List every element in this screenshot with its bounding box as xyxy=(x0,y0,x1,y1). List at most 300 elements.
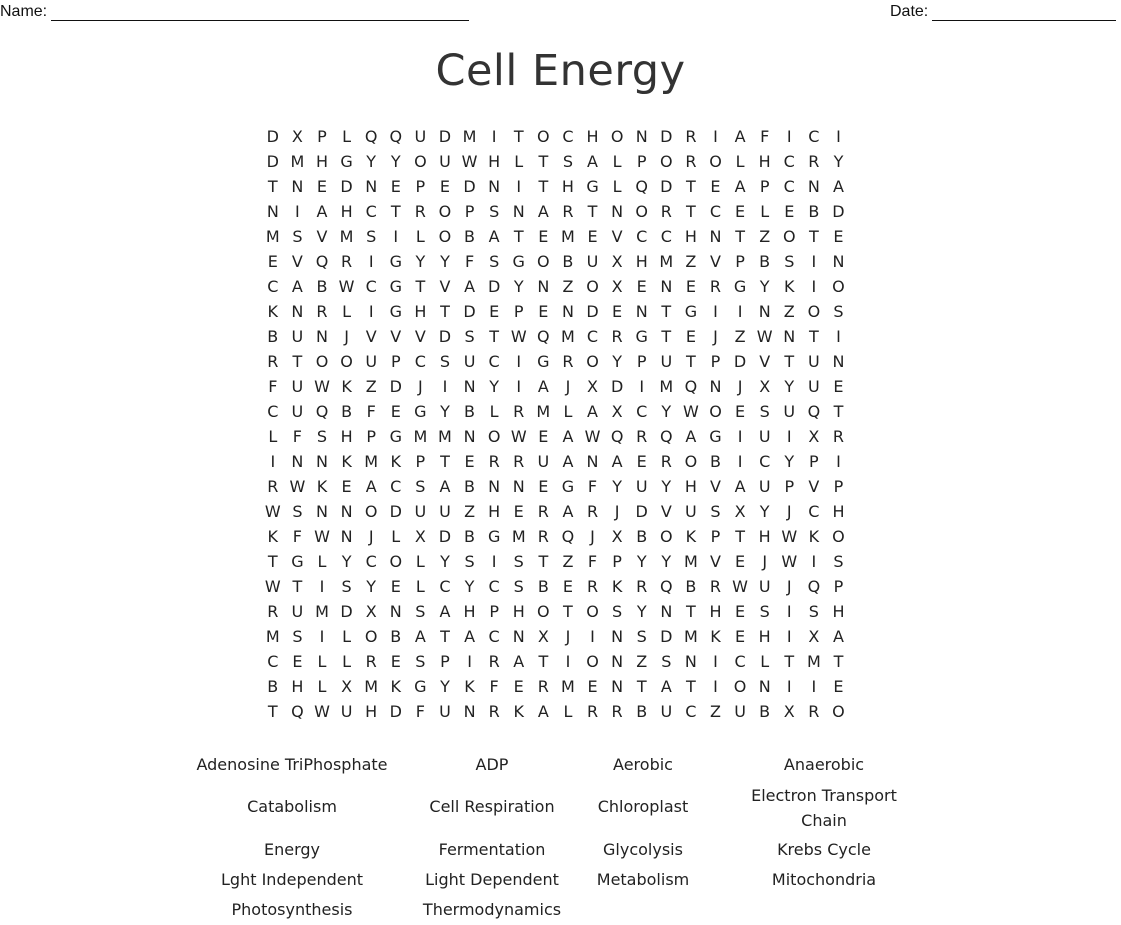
grid-letter: Y xyxy=(489,377,501,396)
grid-letter: U xyxy=(783,402,797,421)
grid-letter: S xyxy=(464,552,476,571)
grid-letter: K xyxy=(390,677,403,696)
grid-row xyxy=(261,549,861,574)
word-bank-item: Krebs Cycle xyxy=(777,840,871,859)
grid-letter: I xyxy=(811,252,818,271)
grid-letter: Q xyxy=(389,127,404,146)
grid-letter: R xyxy=(341,252,354,271)
grid-letter: B xyxy=(562,252,575,271)
word-bank-row xyxy=(0,897,1121,922)
grid-letter: U xyxy=(808,377,821,396)
grid-letter: X xyxy=(291,127,304,146)
grid-letter: D xyxy=(340,602,354,621)
grid-letter: Y xyxy=(440,552,451,571)
grid-letter: X xyxy=(611,527,624,546)
grid-letter: E xyxy=(464,452,476,471)
grid-letter: N xyxy=(291,452,305,471)
grid-letter: J xyxy=(344,327,350,346)
grid-letter: R xyxy=(685,127,698,146)
grid-letter: B xyxy=(464,477,477,496)
grid-letter: M xyxy=(806,652,822,671)
grid-letter: R xyxy=(636,577,649,596)
grid-letter: U xyxy=(291,327,305,346)
grid-letter: S xyxy=(513,552,525,571)
grid-letter: B xyxy=(267,327,280,346)
grid-letter: E xyxy=(390,652,402,671)
grid-letter: Q xyxy=(537,327,551,346)
grid-row xyxy=(261,224,861,249)
grid-letter: F xyxy=(464,252,476,271)
grid-letter: Y xyxy=(784,452,796,471)
grid-letter: M xyxy=(339,227,355,246)
grid-letter: E xyxy=(735,627,747,646)
grid-letter: T xyxy=(440,452,451,471)
grid-letter: R xyxy=(685,152,698,171)
grid-letter: L xyxy=(563,402,574,421)
grid-letter: B xyxy=(267,677,280,696)
grid-letter: E xyxy=(587,677,599,696)
grid-letter: V xyxy=(759,352,772,371)
grid-letter: I xyxy=(811,677,818,696)
grid-letter: Q xyxy=(315,252,330,271)
grid-letter: K xyxy=(464,677,476,696)
grid-letter: A xyxy=(660,677,673,696)
grid-letter: O xyxy=(782,227,797,246)
grid-letter: M xyxy=(364,452,380,471)
grid-letter: R xyxy=(488,702,501,721)
grid-letter: X xyxy=(341,677,354,696)
grid-letter: A xyxy=(464,277,477,296)
grid-letter: Y xyxy=(440,252,451,271)
grid-letter: J xyxy=(786,577,793,596)
grid-letter: O xyxy=(684,452,699,471)
grid-letter: I xyxy=(786,677,793,696)
grid-letter: N xyxy=(316,502,329,521)
grid-letter: H xyxy=(315,152,329,171)
grid-letter: B xyxy=(636,702,649,721)
name-label: Name: xyxy=(0,3,48,20)
grid-letter: E xyxy=(292,652,304,671)
grid-letter: N xyxy=(389,602,403,621)
word-bank-item: Lght Independent xyxy=(221,870,363,889)
grid-letter: N xyxy=(488,477,502,496)
grid-letter: H xyxy=(684,477,698,496)
grid-letter: W xyxy=(314,527,331,546)
grid-letter: I xyxy=(836,327,842,346)
grid-letter: C xyxy=(636,227,649,246)
word-bank-item: Light Dependent xyxy=(425,870,559,889)
grid-letter: P xyxy=(833,477,845,496)
grid-letter: G xyxy=(340,152,354,171)
grid-letter: R xyxy=(316,302,329,321)
grid-letter: H xyxy=(340,427,354,446)
grid-letter: L xyxy=(317,552,328,571)
grid-letter: T xyxy=(686,677,697,696)
grid-letter: R xyxy=(537,527,550,546)
grid-letter: A xyxy=(685,427,698,446)
grid-letter: S xyxy=(489,252,501,271)
grid-letter: Z xyxy=(365,377,378,396)
grid-letter: P xyxy=(735,252,746,271)
grid-letter: Q xyxy=(635,177,649,196)
grid-letter: R xyxy=(709,277,723,296)
grid-letter: T xyxy=(415,277,427,296)
grid-letter: T xyxy=(833,652,845,671)
grid-letter: R xyxy=(586,577,600,596)
grid-row xyxy=(261,574,861,599)
grid-letter: M xyxy=(561,227,576,246)
grid-letter: R xyxy=(537,502,550,521)
grid-letter: Q xyxy=(561,527,576,546)
grid-letter: O xyxy=(709,152,723,171)
grid-letter: F xyxy=(587,477,599,496)
grid-letter: O xyxy=(364,627,379,646)
grid-letter: L xyxy=(489,402,500,421)
grid-letter: N xyxy=(537,277,551,296)
grid-letter: T xyxy=(390,202,402,221)
grid-letter: M xyxy=(413,427,429,446)
word-bank-item: Anaerobic xyxy=(783,755,865,774)
grid-letter: T xyxy=(440,302,451,321)
word-bank-item: Aerobic xyxy=(613,755,673,774)
grid-letter: D xyxy=(660,127,674,146)
grid-letter: G xyxy=(487,527,502,546)
grid-letter: E xyxy=(685,327,697,346)
grid-letter: D xyxy=(389,502,403,521)
grid-letter: D xyxy=(660,627,674,646)
grid-letter: H xyxy=(832,602,846,621)
grid-letter: E xyxy=(587,227,599,246)
grid-letter: T xyxy=(440,627,451,646)
grid-letter: R xyxy=(513,402,526,421)
grid-letter: Y xyxy=(759,502,771,521)
grid-letter: H xyxy=(586,127,600,146)
grid-letter: L xyxy=(342,302,353,321)
grid-letter: C xyxy=(390,477,403,496)
grid-letter: R xyxy=(660,202,673,221)
grid-letter: Z xyxy=(562,277,575,296)
grid-letter: P xyxy=(636,352,648,371)
grid-letter: K xyxy=(341,452,353,471)
grid-letter: W xyxy=(289,477,307,496)
grid-letter: G xyxy=(709,427,723,446)
grid-letter: D xyxy=(438,327,453,346)
grid-letter: K xyxy=(267,527,280,546)
grid-letter: I xyxy=(319,627,326,646)
grid-letter: I xyxy=(713,302,719,321)
grid-letter: V xyxy=(365,327,378,346)
grid-letter: D xyxy=(832,202,846,221)
grid-letter: B xyxy=(636,527,649,546)
grid-letter: O xyxy=(635,202,649,221)
grid-row xyxy=(261,449,861,474)
grid-row xyxy=(261,499,861,524)
grid-letter: Z xyxy=(734,327,747,346)
grid-letter: U xyxy=(586,252,600,271)
grid-letter: I xyxy=(516,352,523,371)
grid-letter: N xyxy=(832,352,846,371)
grid-letter: L xyxy=(760,652,771,671)
grid-letter: E xyxy=(538,477,550,496)
grid-letter: F xyxy=(366,402,377,421)
grid-row xyxy=(261,299,861,324)
grid-letter: E xyxy=(612,302,624,321)
grid-letter: P xyxy=(390,352,402,371)
word-bank-item: Glycolysis xyxy=(603,840,683,859)
word-bank-item: Photosynthesis xyxy=(231,900,353,919)
grid-letter: S xyxy=(759,602,771,621)
grid-letter: L xyxy=(563,702,574,721)
grid-letter: Z xyxy=(636,652,649,671)
grid-letter: Y xyxy=(661,552,673,571)
grid-letter: N xyxy=(463,377,477,396)
grid-letter: I xyxy=(467,652,473,671)
grid-letter: U xyxy=(365,352,379,371)
grid-letter: I xyxy=(811,277,818,296)
grid-letter: R xyxy=(267,352,280,371)
grid-letter: V xyxy=(439,277,452,296)
grid-letter: N xyxy=(611,202,625,221)
grid-letter: T xyxy=(661,302,673,321)
grid-letter: K xyxy=(316,477,329,496)
grid-letter: I xyxy=(811,552,818,571)
grid-letter: T xyxy=(538,552,550,571)
grid-letter: E xyxy=(390,577,402,596)
grid-letter: C xyxy=(586,327,600,346)
grid-letter: H xyxy=(488,152,502,171)
grid-row xyxy=(261,649,861,674)
word-bank-item: Energy xyxy=(263,840,321,859)
grid-letter: A xyxy=(734,477,747,496)
grid-letter: I xyxy=(713,652,719,671)
grid-letter: Q xyxy=(610,427,625,446)
grid-letter: S xyxy=(464,327,476,346)
grid-letter: Z xyxy=(685,252,698,271)
grid-letter: N xyxy=(291,177,305,196)
grid-letter: T xyxy=(686,602,697,621)
grid-letter: C xyxy=(365,277,378,296)
grid-letter: D xyxy=(487,277,502,296)
grid-letter: C xyxy=(759,452,772,471)
grid-row xyxy=(261,274,861,299)
grid-letter: R xyxy=(488,452,501,471)
grid-letter: D xyxy=(586,302,600,321)
grid-letter: I xyxy=(393,227,400,246)
grid-letter: O xyxy=(586,652,600,671)
grid-letter: A xyxy=(832,627,845,646)
grid-letter: N xyxy=(365,177,379,196)
grid-letter: W xyxy=(314,377,331,396)
grid-letter: O xyxy=(537,127,551,146)
grid-letter: I xyxy=(737,302,744,321)
grid-letter: V xyxy=(710,552,722,571)
grid-letter: R xyxy=(636,427,649,446)
grid-letter: T xyxy=(538,177,550,196)
grid-letter: D xyxy=(660,177,674,196)
grid-letter: V xyxy=(316,227,329,246)
word-bank-item: Cell Respiration xyxy=(429,797,555,816)
grid-letter: U xyxy=(734,702,747,721)
grid-letter: L xyxy=(317,652,328,671)
grid-letter: T xyxy=(563,602,574,621)
grid-letter: A xyxy=(439,477,452,496)
grid-letter: C xyxy=(808,502,821,521)
grid-letter: Y xyxy=(341,552,353,571)
grid-letter: T xyxy=(808,327,820,346)
grid-letter: Y xyxy=(513,277,525,296)
grid-letter: U xyxy=(439,702,452,721)
grid-row xyxy=(261,699,861,724)
grid-letter: J xyxy=(590,527,596,546)
grid-letter: L xyxy=(415,227,426,246)
grid-letter: K xyxy=(267,302,280,321)
grid-letter: X xyxy=(611,402,624,421)
grid-letter: X xyxy=(611,277,624,296)
grid-letter: W xyxy=(510,327,528,346)
grid-letter: S xyxy=(415,477,427,496)
grid-letter: P xyxy=(833,577,845,596)
grid-letter: I xyxy=(639,377,646,396)
grid-letter: U xyxy=(291,402,305,421)
grid-letter: L xyxy=(415,552,426,571)
grid-letter: M xyxy=(438,427,453,446)
grid-letter: Y xyxy=(440,677,451,696)
grid-letter: H xyxy=(709,602,723,621)
grid-letter: U xyxy=(808,352,821,371)
grid-letter: A xyxy=(537,702,550,721)
grid-letter: Q xyxy=(807,577,822,596)
grid-letter: S xyxy=(513,577,525,596)
grid-row xyxy=(261,124,861,149)
grid-letter: U xyxy=(758,427,772,446)
grid-letter: M xyxy=(683,552,699,571)
grid-letter: T xyxy=(686,177,697,196)
grid-letter: E xyxy=(636,452,648,471)
grid-letter: U xyxy=(758,477,772,496)
grid-letter: V xyxy=(291,252,304,271)
grid-letter: Y xyxy=(833,152,845,171)
grid-letter: S xyxy=(833,552,845,571)
grid-letter: M xyxy=(315,602,330,621)
grid-letter: M xyxy=(265,227,281,246)
grid-letter: B xyxy=(685,577,698,596)
grid-letter: A xyxy=(562,427,575,446)
grid-letter: W xyxy=(461,152,479,171)
grid-letter: B xyxy=(709,452,722,471)
grid-letter: S xyxy=(341,577,353,596)
grid-letter: E xyxy=(390,402,402,421)
grid-row xyxy=(261,374,861,399)
grid-letter: C xyxy=(267,277,280,296)
grid-letter: H xyxy=(365,702,379,721)
grid-letter: N xyxy=(586,452,600,471)
date-blank-line xyxy=(932,3,1116,21)
grid-letter: T xyxy=(636,677,648,696)
grid-letter: A xyxy=(587,402,599,421)
grid-letter: G xyxy=(389,277,403,296)
grid-letter: U xyxy=(291,602,305,621)
grid-letter: M xyxy=(536,402,552,421)
grid-letter: Y xyxy=(390,152,402,171)
grid-letter: C xyxy=(488,352,501,371)
grid-letter: C xyxy=(783,177,796,196)
grid-letter: T xyxy=(833,402,845,421)
grid-letter: G xyxy=(561,477,576,496)
grid-letter: J xyxy=(737,377,744,396)
grid-letter: I xyxy=(565,652,572,671)
grid-letter: T xyxy=(538,652,550,671)
grid-letter: T xyxy=(513,227,525,246)
grid-letter: Q xyxy=(364,127,379,146)
grid-letter: S xyxy=(292,227,304,246)
grid-letter: I xyxy=(786,427,793,446)
grid-letter: X xyxy=(365,602,378,621)
grid-letter: S xyxy=(562,152,574,171)
grid-letter: P xyxy=(636,152,648,171)
grid-letter: U xyxy=(414,127,428,146)
grid-letter: N xyxy=(488,177,502,196)
grid-letter: I xyxy=(786,602,793,621)
grid-letter: Z xyxy=(759,227,772,246)
grid-letter: V xyxy=(390,327,403,346)
grid-letter: O xyxy=(586,602,600,621)
word-bank-item: Metabolism xyxy=(596,870,690,889)
grid-letter: F xyxy=(587,552,599,571)
grid-letter: E xyxy=(538,427,550,446)
grid-letter: D xyxy=(340,177,354,196)
grid-letter: V xyxy=(710,252,722,271)
grid-letter: S xyxy=(710,502,722,521)
grid-letter: T xyxy=(784,352,796,371)
grid-letter: N xyxy=(611,627,625,646)
grid-letter: Y xyxy=(636,552,648,571)
grid-row xyxy=(261,399,861,424)
grid-letter: M xyxy=(265,627,281,646)
grid-letter: M xyxy=(511,527,527,546)
grid-row xyxy=(261,524,861,549)
grid-letter: R xyxy=(365,652,378,671)
grid-letter: N xyxy=(611,677,625,696)
grid-letter: W xyxy=(314,702,331,721)
grid-letter: K xyxy=(341,377,353,396)
grid-letter: W xyxy=(781,527,799,546)
grid-letter: O xyxy=(537,602,551,621)
grid-letter: B xyxy=(464,402,477,421)
grid-letter: Y xyxy=(440,402,451,421)
grid-letter: T xyxy=(538,152,550,171)
grid-letter: B xyxy=(537,577,550,596)
grid-letter: E xyxy=(636,277,648,296)
grid-letter: K xyxy=(710,627,722,646)
grid-letter: I xyxy=(786,627,793,646)
grid-letter: C xyxy=(365,202,378,221)
grid-letter: D xyxy=(635,502,649,521)
grid-letter: O xyxy=(807,302,822,321)
grid-letter: M xyxy=(364,677,380,696)
grid-letter: D xyxy=(389,377,403,396)
name-field xyxy=(0,3,469,21)
grid-letter: T xyxy=(292,352,304,371)
grid-letter: N xyxy=(561,302,575,321)
grid-letter: T xyxy=(267,552,279,571)
grid-letter: P xyxy=(317,127,328,146)
grid-letter: U xyxy=(660,352,674,371)
grid-letter: E xyxy=(833,227,845,246)
grid-letter: N xyxy=(512,477,526,496)
date-label: Date: xyxy=(890,3,929,20)
grid-letter: N xyxy=(463,702,477,721)
grid-letter: P xyxy=(415,177,427,196)
